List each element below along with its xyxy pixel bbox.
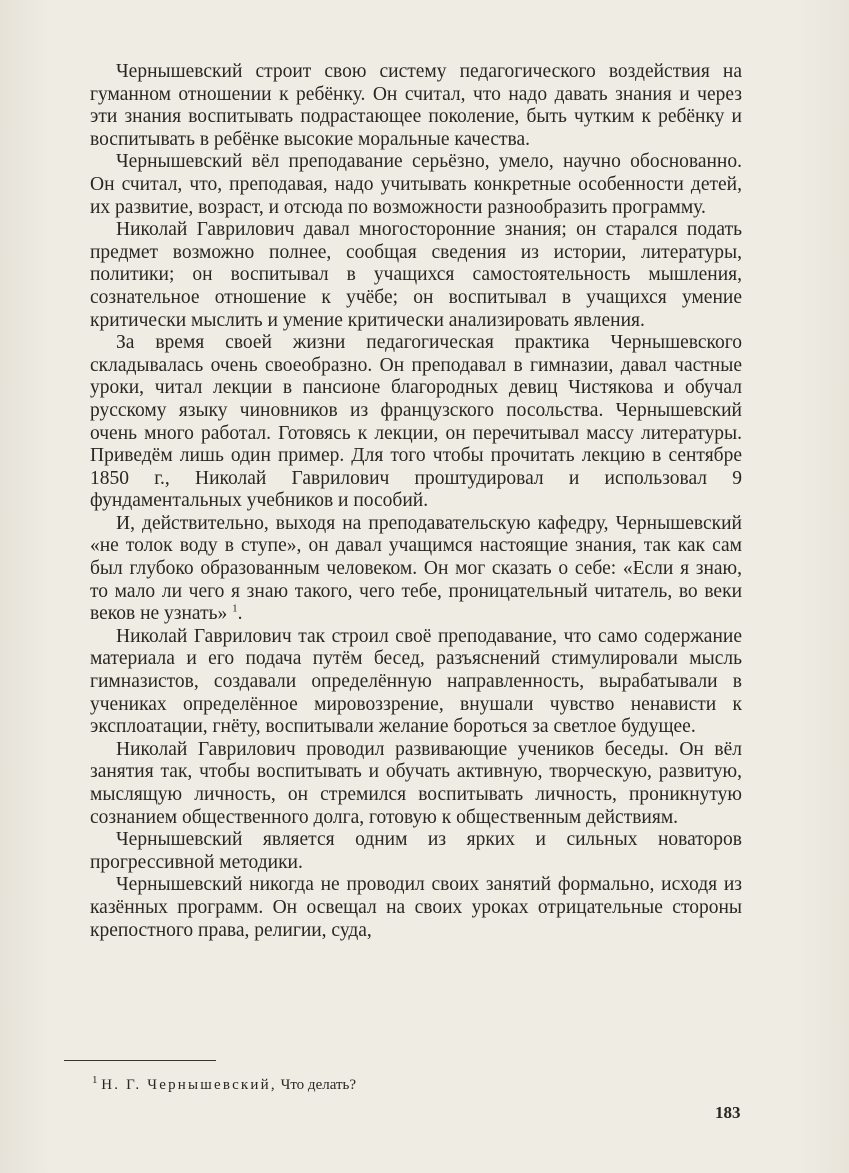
footnote-title: Что делать? [280, 1077, 357, 1093]
footnote [92, 1076, 732, 1094]
paragraph-5-text: И, действительно, выходя на преподавательскую кафедру, Чернышевский «не толок воду в ступе», он давал учащимся настоящие знания, так как сам был глубоко образованным человеком. Он мог сказать о себе: «Если я знаю, то мало ли чего я знаю такого, чего тебе, проницательный читатель, во веки веков не узнать» [90, 512, 742, 625]
paragraph-6: Николай Гаврилович так строил своё преподавание, что само содержание материала и его подача путём бесед, разъяснений стимулировали мысль гимназистов, создавали определённую направленность, вырабатывали в учениках определённое мировоззрение, внушали чувство ненависти к эксплоатации, гнёту, воспитывали желание бороться за светлое будущее. [90, 625, 742, 738]
body-text [90, 61, 742, 942]
paragraph-3: Николай Гаврилович давал многосторонние знания; он старался подать предмет возможно полнее, сообщая сведения из истории, литературы, политики; он воспитывал в учащихся самостоятельность мышления, сознательное отношение к учёбе; он воспитывал в учащихся умение критически мыслить и умение критически анализировать явления. [90, 219, 742, 331]
page-number: 183 [715, 1103, 741, 1122]
paragraph-8: Чернышевский является одним из ярких и сильных новаторов прогрессивной методики. [90, 829, 742, 873]
paragraph-1: Чернышевский строит свою систему педагогического воздействия на гуманном отношении к ребёнку. Он считал, что надо давать знания и через эти знания воспитывать подрастающее поколение, быть чутким к ребёнку и воспитывать в ребёнке высокие моральные качества. [90, 61, 742, 150]
paragraph-7: Николай Гаврилович проводил развивающие учеников беседы. Он вёл занятия так, чтобы воспитывать и обучать активную, творческую, развитую, мыслящую личность, он стремился воспитывать личность, проникнутую сознанием общественного долга, готовую к общественным действиям. [90, 738, 742, 828]
paragraph-5-end: . [237, 603, 243, 625]
footnote-separator [64, 1060, 216, 1061]
paragraph-2: Чернышевский вёл преподавание серьёзно, умело, научно обоснованно. Он считал, что, преподавая, надо учитывать конкретные особенности детей, их развитие, возраст, и отсюда по возможности разнообразить программу. [90, 151, 742, 218]
paragraph-5 [90, 513, 742, 626]
paragraph-4: За время своей жизни педагогическая практика Чернышевского складывалась очень своеобразно. Он преподавал в гимназии, давал частные уроки, читал лекции в пансионе благородных девиц Чистякова и обучал русскому языку чиновников из французского посольства. Чернышевский очень много работал. Готовясь к лекции, он перечитывал массу литературы. Приведём лишь один пример. Для того чтобы прочитать лекцию в сентябре 1850 г., Николай Гаврилович проштудировал и использовал 9 фундаментальных учебников и пособий. [90, 332, 742, 512]
footnote-reference: 1 [232, 602, 238, 615]
paragraph-9: Чернышевский никогда не проводил своих занятий формально, исходя из казённых программ. Он освещал на своих уроках отрицательные стороны крепостного права, религии, суда, [90, 874, 742, 941]
footnote-author: Н. Г. Чернышевский, [101, 1077, 277, 1093]
footnote-marker: 1 [92, 1074, 98, 1086]
